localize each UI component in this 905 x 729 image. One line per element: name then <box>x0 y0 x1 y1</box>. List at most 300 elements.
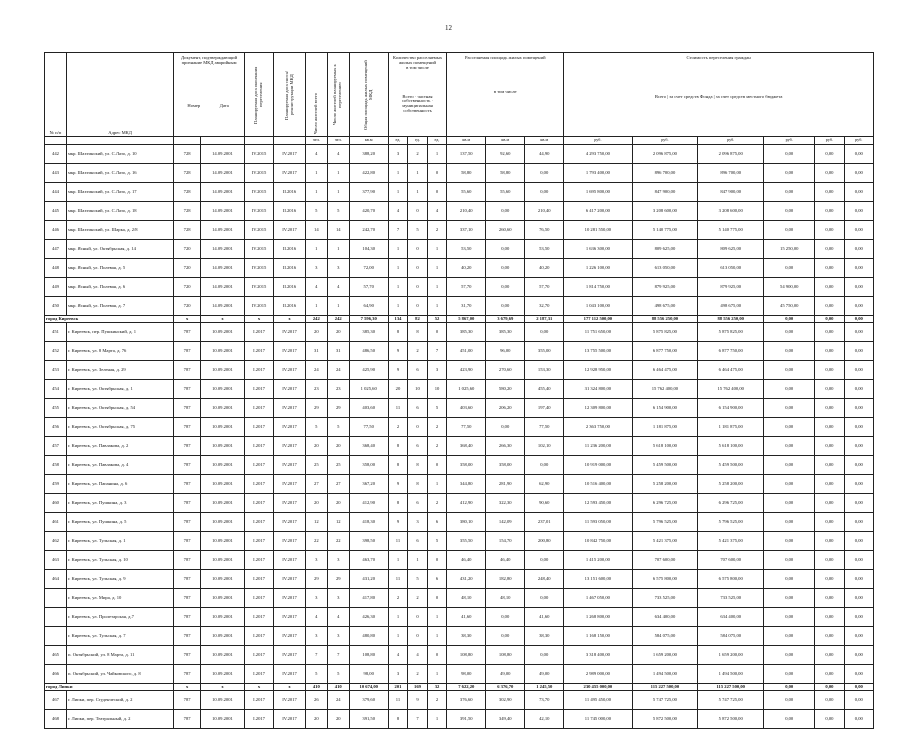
cell-dd: 14.09.2001 <box>201 259 245 278</box>
cell-c1: 12 928 950,00 <box>564 361 632 380</box>
cell-addr: г. Киреевск, ул. Павлакова, д. 2 <box>66 437 173 456</box>
table-row <box>45 278 874 297</box>
cell-c5: 0,00 <box>815 532 844 551</box>
cell-am: 0,00 <box>525 183 564 202</box>
cell-c1: 31 324 800,00 <box>564 380 632 399</box>
cell-cp: 0 <box>408 259 428 278</box>
cell-ap: 322,30 <box>486 494 525 513</box>
cell-cp: 5 <box>408 221 428 240</box>
unit-cell: ед. <box>408 137 428 145</box>
cell-c2: 5 140 775,00 <box>632 221 698 240</box>
cell-c6: 0,00 <box>844 380 873 399</box>
cell-rt: 4 <box>305 608 327 627</box>
cell-c2: 707 600,00 <box>632 551 698 570</box>
cell-ct: 1 <box>388 278 408 297</box>
cell-c6: 0,00 <box>844 316 873 323</box>
cell-c6: 0,00 <box>844 278 873 297</box>
unit-cell <box>174 137 201 145</box>
cell-am: 42,10 <box>525 710 564 729</box>
cell-c5: 0,00 <box>815 202 844 221</box>
table-row <box>45 399 874 418</box>
cell-c4: 54 900,00 <box>764 278 815 297</box>
cell-cm: 6 <box>427 513 447 532</box>
cell-c1: 13 755 500,00 <box>564 342 632 361</box>
table-row <box>45 323 874 342</box>
cell-rp: 24 <box>327 361 349 380</box>
cell-c3: 5 140 775,00 <box>698 221 764 240</box>
cell-addr: мкр. Ясный, ул. Октябрьская, д. 14 <box>66 240 173 259</box>
cell-ar: 58,80 <box>447 164 486 183</box>
cell-c4: 0,00 <box>764 316 815 323</box>
cell-cm: 1 <box>427 240 447 259</box>
cell-n: 457 <box>45 437 67 456</box>
cell-am: 73,70 <box>525 691 564 710</box>
cell-dn: 720 <box>174 240 201 259</box>
cell-rp: 20 <box>327 494 349 513</box>
cell-rp: 27 <box>327 475 349 494</box>
cell-at: 418,30 <box>349 513 388 532</box>
cell-c5: 0,00 <box>815 494 844 513</box>
table-row <box>45 608 874 627</box>
cell-rp: 5 <box>327 202 349 221</box>
cell-c4: 0,00 <box>764 145 815 164</box>
cell-rd: IV.2017 <box>274 437 306 456</box>
cell-rp: 12 <box>327 513 349 532</box>
header-area-rooms: Расселяемая площадь жилых помещений в том числе <box>447 53 564 137</box>
cell-at: 425,90 <box>349 361 388 380</box>
cell-ar: 1 025,60 <box>447 380 486 399</box>
cell-ar: 423,90 <box>447 361 486 380</box>
cell-dn: 787 <box>174 456 201 475</box>
cell-cm: 2 <box>427 437 447 456</box>
cell-c1: 10 281 550,00 <box>564 221 632 240</box>
header-residents-planned: Число жителей планируемых к переселению <box>327 53 349 137</box>
cell-dn: 728 <box>174 183 201 202</box>
cell-at: 403,60 <box>349 399 388 418</box>
cell-cm: 6 <box>427 570 447 589</box>
cell-am: 153,30 <box>525 361 564 380</box>
cell-c6: 0,00 <box>844 145 873 164</box>
cell-c2: 2 096 875,00 <box>632 145 698 164</box>
cell-n: 453 <box>45 361 67 380</box>
cell-rt: 1 <box>305 164 327 183</box>
cell-ap: 154,70 <box>486 532 525 551</box>
cell-n: 444 <box>45 183 67 202</box>
cell-am: 248,40 <box>525 570 564 589</box>
cell-c1: 11 495 450,00 <box>564 691 632 710</box>
cell-addr: мкр. Шахтинский, ул. С.Лазо, д. 18 <box>66 202 173 221</box>
cell-c6: 0,00 <box>844 532 873 551</box>
cell-c3: 6 464 475,00 <box>698 361 764 380</box>
cell-cp: 2 <box>408 589 428 608</box>
cell-c1: 1 695 800,00 <box>564 183 632 202</box>
cell-am: 77,50 <box>525 418 564 437</box>
cell-ct: 11 <box>388 532 408 551</box>
cell-c3: 6 877 750,00 <box>698 342 764 361</box>
cell-dd: 10.09.2001 <box>201 646 245 665</box>
cell-c5: 0,00 <box>815 608 844 627</box>
cell-n: город Липки <box>45 684 174 691</box>
cell-c5: 0,00 <box>815 240 844 259</box>
cell-dn: 720 <box>174 259 201 278</box>
cell-ap: 260,60 <box>486 221 525 240</box>
cell-dd: 10.09.2001 <box>201 551 245 570</box>
cell-at: 412,90 <box>349 494 388 513</box>
cell-addr: мкр. Шахтинский, ул. С.Лазо, д. 17 <box>66 183 173 202</box>
cell-dd: 14.09.2001 <box>201 145 245 164</box>
cell-ar: 5 867,00 <box>447 316 486 323</box>
cell-dd: 14.09.2001 <box>201 164 245 183</box>
cell-rd: IV.2017 <box>274 164 306 183</box>
cell-dn: 728 <box>174 221 201 240</box>
cell-ct: 1 <box>388 297 408 316</box>
cell-c2: 613 050,00 <box>632 259 698 278</box>
cell-rt: 5 <box>305 418 327 437</box>
cell-rd: IV.2017 <box>274 475 306 494</box>
cell-at: 104,30 <box>349 240 388 259</box>
table-row <box>45 589 874 608</box>
cell-c6: 0,00 <box>844 513 873 532</box>
cell-c3: 707 600,00 <box>698 551 764 570</box>
table-row <box>45 456 874 475</box>
cell-rt: 20 <box>305 710 327 729</box>
cell-cp: 8 <box>408 456 428 475</box>
cell-ct: 1 <box>388 259 408 278</box>
header-area-total: Общая площадь жилых помещений МКД <box>349 53 388 137</box>
cell-dn: 787 <box>174 551 201 570</box>
cell-at: 10 674,00 <box>349 684 388 691</box>
cell-ar: 210,40 <box>447 202 486 221</box>
cell-cp: 7 <box>408 710 428 729</box>
cell-cp: 0 <box>408 240 428 259</box>
cell-ar: 412,90 <box>447 494 486 513</box>
cell-rp: 1 <box>327 183 349 202</box>
cell-dd: 10.09.2001 <box>201 665 245 684</box>
cell-c3: 3 208 600,00 <box>698 202 764 221</box>
cell-dn: 720 <box>174 297 201 316</box>
cell-cp: 8 <box>408 323 428 342</box>
cell-ap: 49,00 <box>486 665 525 684</box>
cell-ap: 385,30 <box>486 323 525 342</box>
cell-at: 431,20 <box>349 570 388 589</box>
cell-n: 450 <box>45 297 67 316</box>
cell-c4: 0,00 <box>764 646 815 665</box>
cell-c4: 0,00 <box>764 551 815 570</box>
cell-c2: 115 227 500,00 <box>632 684 698 691</box>
cell-cm: 0 <box>427 646 447 665</box>
cell-pd: IV.2015 <box>244 297 273 316</box>
cell-n: 463 <box>45 551 67 570</box>
cell-c2: 1 494 500,00 <box>632 665 698 684</box>
cell-cp: 82 <box>408 316 428 323</box>
unit-cell: руб. <box>815 137 844 145</box>
cell-ct: 201 <box>388 684 408 691</box>
cell-ap: 96,00 <box>486 342 525 361</box>
cell-ct: 8 <box>388 494 408 513</box>
cell-am: 0,00 <box>525 323 564 342</box>
cell-ap: 206,20 <box>486 399 525 418</box>
cell-am: 62,90 <box>525 475 564 494</box>
cell-ar: 451,00 <box>447 342 486 361</box>
cell-dn: 787 <box>174 342 201 361</box>
unit-cell <box>66 137 173 145</box>
cell-cp: 6 <box>408 494 428 513</box>
cell-dd: 14.09.2001 <box>201 278 245 297</box>
cell-rt: 29 <box>305 399 327 418</box>
cell-ap: 58,80 <box>486 164 525 183</box>
cell-cm: 1 <box>427 475 447 494</box>
cell-c4: 0,00 <box>764 627 815 646</box>
cell-am: 32,70 <box>525 297 564 316</box>
cell-dd: 14.09.2001 <box>201 240 245 259</box>
cell-rt: 410 <box>305 684 327 691</box>
cell-at: 358,00 <box>349 456 388 475</box>
cell-ar: 344,80 <box>447 475 486 494</box>
cell-dn: 787 <box>174 361 201 380</box>
cell-ar: 337,10 <box>447 221 486 240</box>
cell-c5: 0,00 <box>815 475 844 494</box>
cell-ar: 358,00 <box>447 456 486 475</box>
cell-pd: I.2017 <box>244 361 273 380</box>
cell-rt: 3 <box>305 259 327 278</box>
cell-c2: 634 400,00 <box>632 608 698 627</box>
cell-pd: IV.2015 <box>244 202 273 221</box>
cell-n: 449 <box>45 278 67 297</box>
cell-ap: 48,10 <box>486 589 525 608</box>
cell-pd: I.2017 <box>244 710 273 729</box>
cell-ct: 134 <box>388 316 408 323</box>
cell-ct: 3 <box>388 145 408 164</box>
cell-c1: 2 989 000,00 <box>564 665 632 684</box>
cell-n: 454 <box>45 380 67 399</box>
cell-rd: IV.2017 <box>274 456 306 475</box>
cell-at: 108,80 <box>349 646 388 665</box>
cell-c4: 0,00 <box>764 456 815 475</box>
cell-rt: 23 <box>305 380 327 399</box>
cell-ar: 41,60 <box>447 608 486 627</box>
cell-ar: 368,40 <box>447 437 486 456</box>
cell-c1: 10 919 000,00 <box>564 456 632 475</box>
cell-c3: 6 154 900,00 <box>698 399 764 418</box>
cell-am: 197,40 <box>525 399 564 418</box>
cell-c2: 584 075,00 <box>632 627 698 646</box>
cell-c2: 5 421 375,00 <box>632 532 698 551</box>
cell-n: 448 <box>45 259 67 278</box>
cell-rp: 4 <box>327 608 349 627</box>
cell-rp: 29 <box>327 570 349 589</box>
cell-n: 466 <box>45 665 67 684</box>
cell-dd: 10.09.2001 <box>201 342 245 361</box>
cell-c3: 5 421 375,00 <box>698 532 764 551</box>
cell-dd: 10.09.2001 <box>201 323 245 342</box>
cell-c4: 0,00 <box>764 589 815 608</box>
cell-ap: 0,00 <box>486 418 525 437</box>
cell-rd: IV.2017 <box>274 513 306 532</box>
cell-addr: мкр. Шахтинский, ул. Шарка, д. 2/8 <box>66 221 173 240</box>
cell-pd: IV.2015 <box>244 145 273 164</box>
table-row <box>45 475 874 494</box>
cell-am: 0,00 <box>525 164 564 183</box>
cell-c5: 0,00 <box>815 316 844 323</box>
cell-cp: 8 <box>408 475 428 494</box>
cell-c6: 0,00 <box>844 342 873 361</box>
cell-at: 398,50 <box>349 532 388 551</box>
cell-dn: 787 <box>174 513 201 532</box>
cell-rd: IV.2017 <box>274 665 306 684</box>
cell-addr: г. Киреевск, ул. Тульская, д. 7 <box>66 627 173 646</box>
cell-rp: 3 <box>327 259 349 278</box>
cell-dd: 10.09.2001 <box>201 710 245 729</box>
cell-c6: 0,00 <box>844 665 873 684</box>
cell-at: 368,40 <box>349 437 388 456</box>
cell-ar: 98,00 <box>447 665 486 684</box>
cell-c1: 11 751 650,00 <box>564 323 632 342</box>
cell-c4: 0,00 <box>764 259 815 278</box>
cell-cp: 0 <box>408 627 428 646</box>
cell-c6: 0,00 <box>844 684 873 691</box>
cell-rd: II.2016 <box>274 183 306 202</box>
cell-c2: 5 872 500,00 <box>632 710 698 729</box>
cell-cm: 5 <box>427 532 447 551</box>
cell-dn: 787 <box>174 494 201 513</box>
header-count-rooms: Количество расселяемых жилых помещений в том числе Всего · частная собственность · муниципальная собственность <box>388 53 447 137</box>
cell-addr: п. Октябрьский, ул. 8 Марта, д. 11 <box>66 646 173 665</box>
table-row <box>45 551 874 570</box>
cell-c1: 13 151 600,00 <box>564 570 632 589</box>
header-plan-date: Планируемая дата окончания переселения <box>244 53 273 137</box>
header-residents-total: Число жителей всего <box>305 53 327 137</box>
cell-rd: II.2016 <box>274 259 306 278</box>
cell-c5: 0,00 <box>815 456 844 475</box>
cell-c2: 896 700,00 <box>632 164 698 183</box>
cell-am: 0,00 <box>525 589 564 608</box>
cell-rp: 14 <box>327 221 349 240</box>
cell-cp: 2 <box>408 342 428 361</box>
cell-addr: г. Киреевск, ул. Пролетарская, д.7 <box>66 608 173 627</box>
cell-pd: IV.2015 <box>244 278 273 297</box>
cell-c3: 2 096 875,00 <box>698 145 764 164</box>
cell-c6: 0,00 <box>844 570 873 589</box>
cell-addr: г. Киреевск, ул. Тульская, д. 10 <box>66 551 173 570</box>
cell-c5: 0,00 <box>815 278 844 297</box>
cell-c5: 0,00 <box>815 399 844 418</box>
cell-c4: 0,00 <box>764 691 815 710</box>
cell-ct: 7 <box>388 221 408 240</box>
cell-ar: 403,60 <box>447 399 486 418</box>
cell-c6: 0,00 <box>844 494 873 513</box>
cell-pd: I.2017 <box>244 589 273 608</box>
cell-c5: 0,00 <box>815 437 844 456</box>
cell-c1: 10 842 750,00 <box>564 532 632 551</box>
cell-c4: 0,00 <box>764 323 815 342</box>
cell-c2: 6 464 475,00 <box>632 361 698 380</box>
cell-c3: 584 075,00 <box>698 627 764 646</box>
cell-rd: IV.2017 <box>274 323 306 342</box>
cell-at: 388,20 <box>349 145 388 164</box>
cell-c2: 3 208 600,00 <box>632 202 698 221</box>
header-address: Адрес МКД <box>66 53 173 137</box>
cell-rt: 7 <box>305 646 327 665</box>
unit-cell: руб. <box>564 137 632 145</box>
cell-c3: 733 525,00 <box>698 589 764 608</box>
cell-rt: 25 <box>305 456 327 475</box>
cell-dn: 787 <box>174 532 201 551</box>
cell-c5: 0,00 <box>815 646 844 665</box>
cell-addr: г. Киреевск, ул. Пушкина, д. 3 <box>66 494 173 513</box>
cell-rd: IV.2017 <box>274 399 306 418</box>
cell-ap: 92,60 <box>486 145 525 164</box>
cell-am: 1 245,50 <box>525 684 564 691</box>
cell-am: 200,80 <box>525 532 564 551</box>
cell-am: 57,70 <box>525 278 564 297</box>
unit-cell: руб. <box>844 137 873 145</box>
cell-rp: 3 <box>327 551 349 570</box>
table-row <box>45 202 874 221</box>
cell-c5: 0,00 <box>815 710 844 729</box>
cell-addr: мкр. Ясный, ул. Полевая, д. 5 <box>66 259 173 278</box>
cell-at: 417,80 <box>349 589 388 608</box>
cell-rp: 25 <box>327 456 349 475</box>
cell-c1: 1 467 050,00 <box>564 589 632 608</box>
cell-n: 455 <box>45 399 67 418</box>
cell-c6: 0,00 <box>844 456 873 475</box>
cell-c5: 0,00 <box>815 513 844 532</box>
cell-at: 367,20 <box>349 475 388 494</box>
cell-rd: IV.2017 <box>274 646 306 665</box>
cell-c1: 1 636 300,00 <box>564 240 632 259</box>
cell-ap: 142,09 <box>486 513 525 532</box>
cell-c1: 1 415 200,00 <box>564 551 632 570</box>
cell-ap: 349,40 <box>486 710 525 729</box>
cell-addr: г. Липки, пер. Театральный, д. 2 <box>66 710 173 729</box>
cell-cp: 1 <box>408 183 428 202</box>
cell-am: 102,10 <box>525 437 564 456</box>
cell-c1: 1 268 800,00 <box>564 608 632 627</box>
cell-ct: 8 <box>388 437 408 456</box>
cell-dd: 10.09.2001 <box>201 456 245 475</box>
cell-n: 447 <box>45 240 67 259</box>
cell-ar: 57,70 <box>447 278 486 297</box>
unit-cell: кв.м <box>349 137 388 145</box>
cell-ar: 376,60 <box>447 691 486 710</box>
cell-c6: 0,00 <box>844 259 873 278</box>
cell-ar: 77,50 <box>447 418 486 437</box>
cell-addr: г. Киреевск, ул. Октябрьская, д. 54 <box>66 399 173 418</box>
cell-rd: II.2016 <box>274 202 306 221</box>
cell-ap: 0,00 <box>486 627 525 646</box>
cell-c2: 1 181 875,00 <box>632 418 698 437</box>
cell-dn: 787 <box>174 589 201 608</box>
cell-cm: 0 <box>427 456 447 475</box>
cell-am: 90,60 <box>525 494 564 513</box>
cell-ar: 380,10 <box>447 513 486 532</box>
cell-addr: г. Киреевск, пер. Пушкинский, д. 1 <box>66 323 173 342</box>
cell-rt: 14 <box>305 221 327 240</box>
cell-dd: 14.09.2001 <box>201 221 245 240</box>
cell-c3: 847 900,00 <box>698 183 764 202</box>
cell-ct: 11 <box>388 691 408 710</box>
cell-dn: 787 <box>174 475 201 494</box>
cell-rd: IV.2017 <box>274 342 306 361</box>
cell-rt: 3 <box>305 589 327 608</box>
cell-c5: 0,00 <box>815 380 844 399</box>
cell-rd: x <box>274 316 306 323</box>
cell-ap: 358,00 <box>486 456 525 475</box>
cell-addr: мкр. Шахтинский, ул. С.Лазо, д. 10 <box>66 145 173 164</box>
cell-ar: 355,50 <box>447 532 486 551</box>
cell-cm: 0 <box>427 164 447 183</box>
cell-dd: 10.09.2001 <box>201 570 245 589</box>
